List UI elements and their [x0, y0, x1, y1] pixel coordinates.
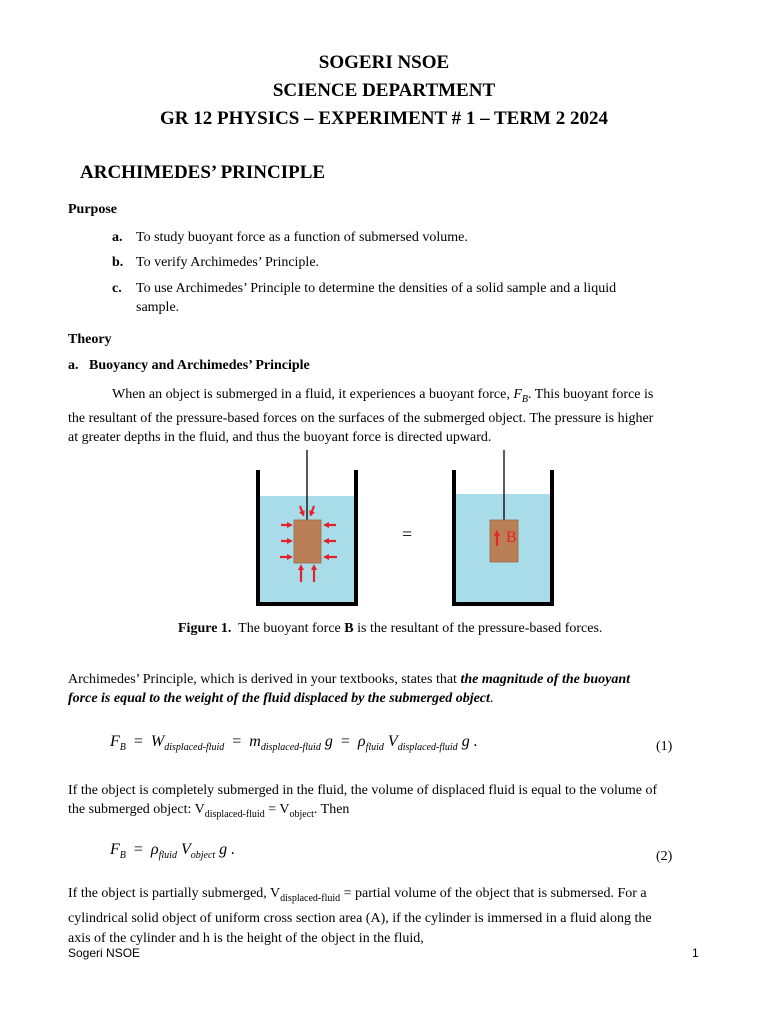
right-beaker — [454, 450, 552, 604]
paragraph-3: If the object is completely submerged in the fluid, the volume of displaced fluid is equal to the volume of the submerged object: $V_{displaced-fluid} = V_{object}$. Then — [68, 781, 708, 824]
purpose-heading: Purpose — [68, 202, 117, 217]
equals-sign: = — [402, 524, 413, 544]
purpose-item — [68, 228, 708, 253]
purpose-item-text: To verify Archimedes’ Principle. — [136, 255, 320, 270]
equation-2: $F_B = \rho_{fluid}$ $V_{object}$ g . — [110, 841, 236, 862]
experiment-title: GR 12 PHYSICS – EXPERIMENT # 1 – TERM 2 2024 — [160, 108, 608, 129]
text-run: When an object is submerged in a fluid, it experiences a buoyant force, — [112, 387, 514, 402]
purpose-item-text: To use Archimedes’ Principle to determine the densities of a solid sample and a liquid — [136, 281, 617, 296]
purpose-item-label: c. — [112, 281, 122, 296]
paragraph-4: If the object is partially submerged, $V_{displaced-fluid}$ = partial volume of the object that is submersed. For a cylindrical solid object of uniform cross section area (A), if the cylinder is immersed in a fluid along the axis of the cylinder and h is the height of the object in the fluid, — [68, 884, 708, 949]
text-line: the resultant of the pressure-based forces on the surfaces of the submerged object. The pressure is higher — [68, 410, 654, 426]
purpose-item-label: a. — [112, 230, 123, 245]
left-beaker — [258, 450, 356, 604]
theory-subheading: a. Buoyancy and Archimedes’ Principle — [68, 358, 310, 373]
text-line: If the object is completely submerged in the fluid, the volume of displaced fluid is equal to the volume of — [68, 783, 658, 798]
equation-1: $F_B = W_{displaced-fluid} = m_{displaced-fluid}$ $g = \rho_{fluid}$ $V_{displaced-fluid}$ g . — [110, 733, 478, 754]
purpose-list — [68, 228, 708, 319]
caption-label: Figure 1. — [178, 621, 232, 636]
theory-paragraph — [68, 385, 708, 447]
text-line: at greater depths in the fluid, and thus the buoyant force is directed upward. — [68, 429, 492, 445]
page-title: ARCHIMEDES’ PRINCIPLE — [80, 162, 326, 183]
text-line: cylindrical solid object of uniform cross section area (A), if the cylinder is immersed in a fluid along the — [68, 910, 652, 926]
text-line: axis of the cylinder and h is the height of the object in the fluid, — [68, 930, 424, 946]
purpose-item-label: b. — [112, 255, 124, 270]
department-name: SCIENCE DEPARTMENT — [272, 80, 496, 101]
footer-school: Sogeri NSOE — [68, 946, 141, 960]
block — [294, 520, 321, 563]
purpose-item — [68, 253, 708, 279]
page-number: 1 — [692, 946, 699, 960]
figure-caption: Figure 1. The buoyant force B is the resultant of the pressure-based forces. — [178, 621, 603, 636]
text-run: . This buoyant force is — [528, 387, 654, 402]
purpose-item-text: To study buoyant force as a function of submersed volume. — [136, 230, 468, 245]
fb-symbol: $F_B$ — [513, 387, 528, 405]
buoyant-label: B — [506, 529, 517, 546]
principle-paragraph: Archimedes’ Principle, which is derived in your textbooks, states that the magnitude of the buoyant force is equal to the weight of the fluid displaced by the submerged object. — [68, 672, 631, 706]
theory-heading: Theory — [68, 332, 112, 347]
purpose-item — [68, 279, 708, 319]
school-name: SOGERI NSOE — [318, 52, 450, 73]
equation-1-number: (1) — [656, 739, 673, 754]
purpose-item-text: sample. — [136, 300, 180, 315]
equation-2-number: (2) — [656, 849, 673, 864]
